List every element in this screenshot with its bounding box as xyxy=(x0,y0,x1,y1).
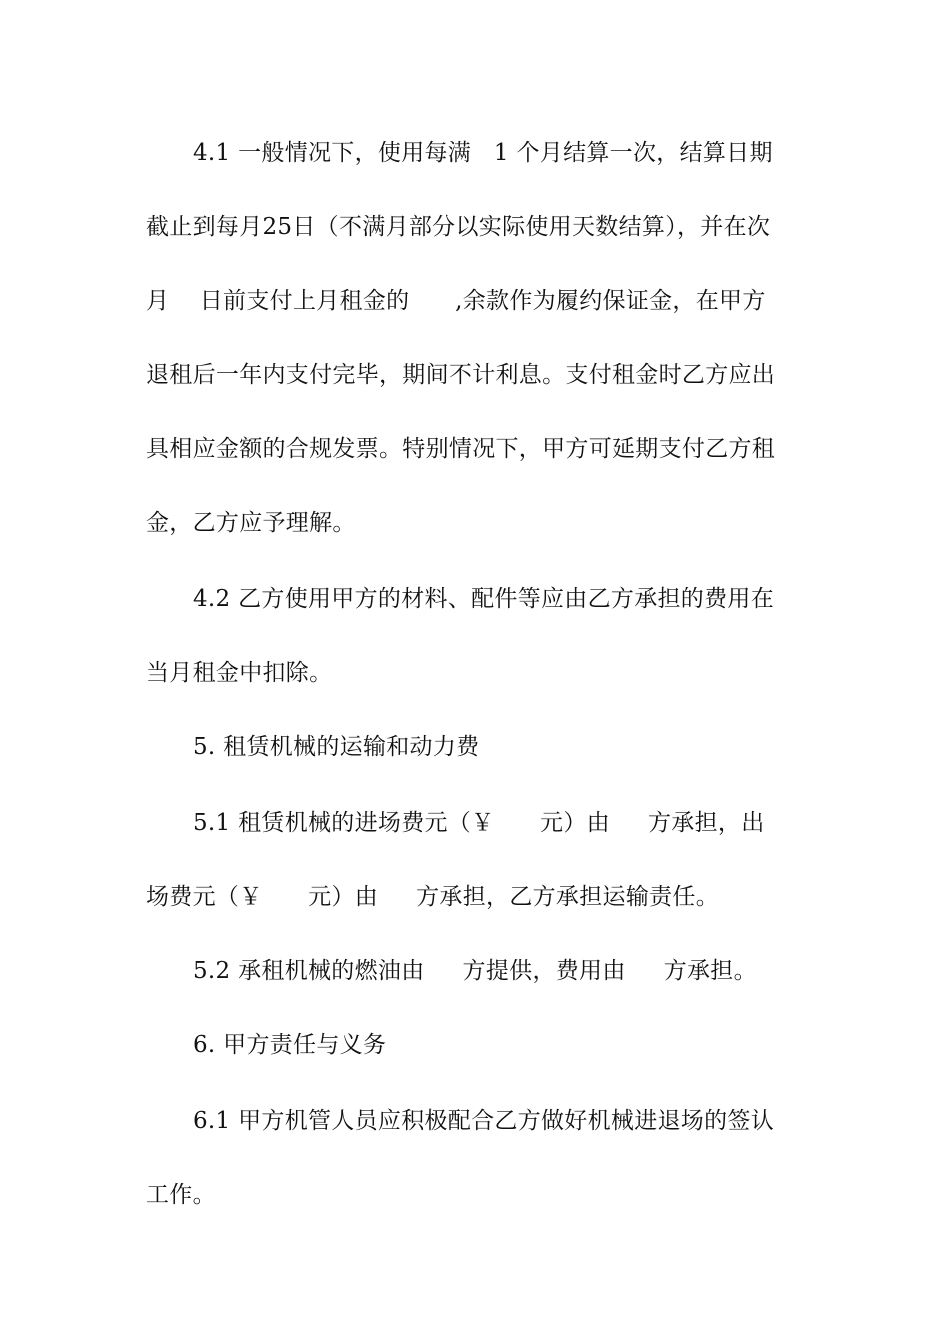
clause-4-1-line-6: 金，乙方应予理解。 xyxy=(146,510,356,536)
clause-5-1-line-1: 5.1 租赁机械的进场费元（￥ 元）由 方承担，出 xyxy=(193,810,765,836)
clause-5-2-line: 5.2 承租机械的燃油由 方提供，费用由 方承担。 xyxy=(193,958,757,984)
clause-4-1-line-4: 退租后一年内支付完毕，期间不计利息。支付租金时乙方应出 xyxy=(146,362,776,388)
clause-4-1-line-3: 月 日前支付上月租金的 ,余款作为履约保证金，在甲方 xyxy=(146,288,766,314)
clause-5-1-line-2: 场费元（￥ 元）由 方承担，乙方承担运输责任。 xyxy=(146,884,720,910)
clause-4-1-line-1: 4.1 一般情况下，使用每满 1 个月结算一次，结算日期 xyxy=(193,140,773,166)
clause-4-1-line-2: 截止到每月25日（不满月部分以实际使用天数结算），并在次 xyxy=(146,214,771,240)
clause-4-1-line-5: 具相应金额的合规发票。特别情况下，甲方可延期支付乙方租 xyxy=(146,436,776,462)
clause-6-1-line-2: 工作。 xyxy=(146,1182,216,1208)
clause-4-2-line-1: 4.2 乙方使用甲方的材料、配件等应由乙方承担的费用在 xyxy=(193,586,774,612)
clause-4-2-line-2: 当月租金中扣除。 xyxy=(146,660,333,686)
section-5-heading: 5. 租赁机械的运输和动力费 xyxy=(193,734,480,760)
clause-6-1-line-1: 6.1 甲方机管人员应积极配合乙方做好机械进退场的签认 xyxy=(193,1108,774,1134)
section-6-heading: 6. 甲方责任与义务 xyxy=(193,1032,387,1058)
